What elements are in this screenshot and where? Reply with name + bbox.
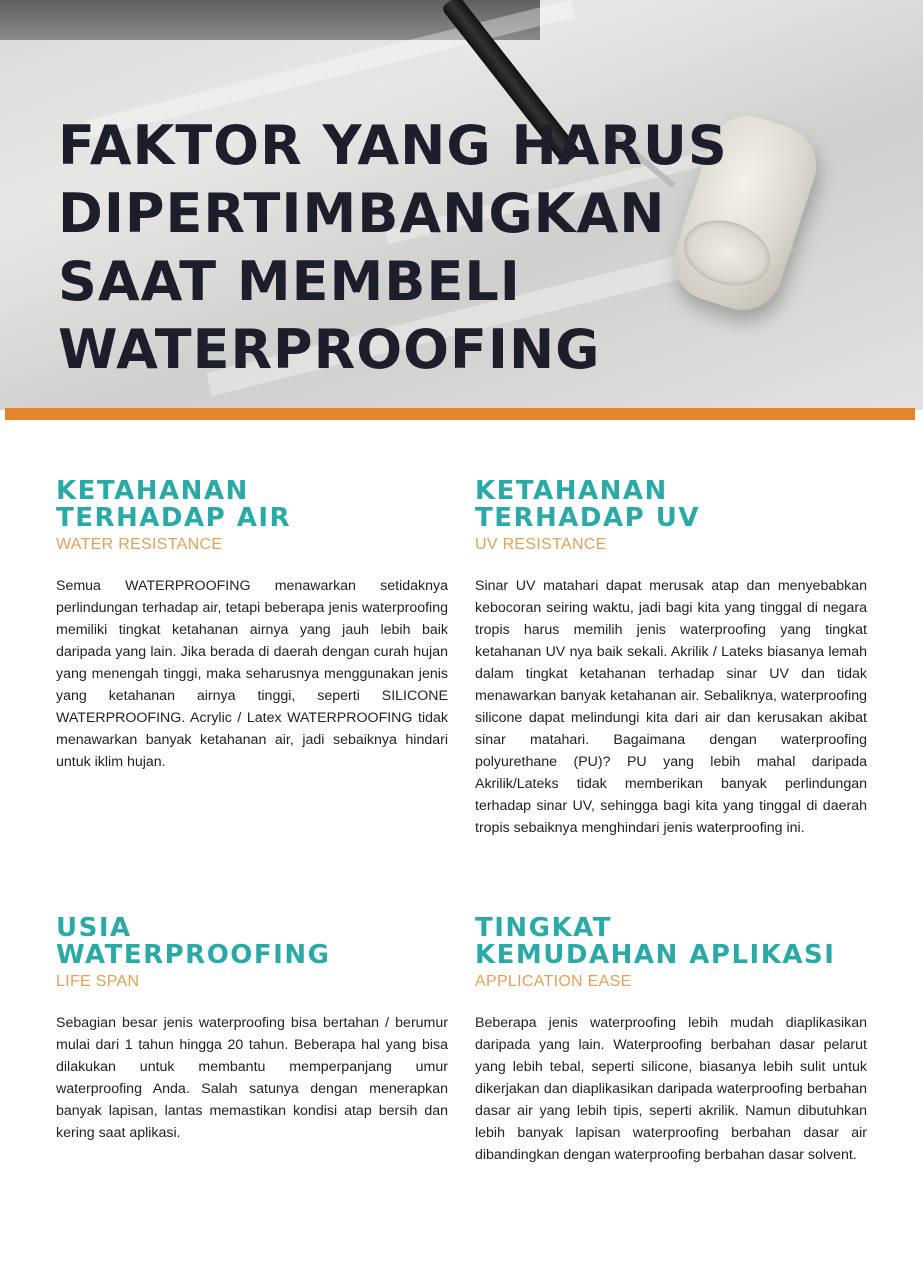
section-uv-resistance <box>475 478 867 839</box>
section-application-ease <box>475 915 867 1166</box>
title-line: FAKTOR YANG HARUS <box>58 114 728 177</box>
heading-line: KETAHANAN <box>56 476 249 506</box>
heading-line: TERHADAP AIR <box>56 503 292 533</box>
section-heading <box>475 915 867 969</box>
heading-line: KEMUDAHAN APLIKASI <box>475 940 836 970</box>
title-line: DIPERTIMBANGKAN <box>58 182 666 245</box>
section-heading <box>56 915 448 969</box>
title-line: SAAT MEMBELI <box>58 250 521 313</box>
heading-line: USIA <box>56 913 132 943</box>
section-body: Sinar UV matahari dapat merusak atap dan menyebabkan kebocoran seiring waktu, jadi bagi kita yang tinggal di negara tropis harus memilih jenis waterproofing yang tingkat ketahanan UV nya baik sekali. Akrilik / Lateks biasanya lemah dalam tingkat ketahanan terhadap sinar UV dan tidak menawarkan banyak ketahanan air. Sebaliknya, waterproofing silicone dapat melindungi kita dari air dan kerusakan akibat sinar matahari. Bagaimana dengan waterproofing polyurethane (PU)? PU yang lebih mahal daripada Akrilik/Lateks tidak memberikan banyak perlindungan terhadap sinar UV, sehingga bagi kita yang tinggal di daerah tropis sebaiknya menghindari jenis waterproofing ini. <box>475 578 867 836</box>
section-subheading: LIFE SPAN <box>56 973 140 990</box>
section-subheading: APPLICATION EASE <box>475 973 632 990</box>
accent-divider <box>5 408 915 420</box>
section-subheading: WATER RESISTANCE <box>56 536 223 553</box>
section-subheading: UV RESISTANCE <box>475 536 607 553</box>
heading-line: WATERPROOFING <box>56 940 331 970</box>
title-line: WATERPROOFING <box>58 318 601 381</box>
section-body: Beberapa jenis waterproofing lebih mudah diaplikasikan daripada yang lain. Waterproofing berbahan dasar pelarut yang lebih tebal, seperti silicone, biasanya lebih sulit untuk dikerjakan dan diaplikasikan daripada waterproofing berbahan dasar air yang lebih tipis, seperti akrilik. Namun dibutuhkan lebih banyak lapisan waterproofing berbahan dasar air dibandingkan dengan waterproofing berbahan dasar solvent. <box>475 1015 867 1163</box>
hero-image <box>0 0 923 410</box>
section-life-span <box>56 915 448 1144</box>
heading-line: TINGKAT <box>475 913 612 943</box>
heading-line: KETAHANAN <box>475 476 668 506</box>
section-body: Sebagian besar jenis waterproofing bisa bertahan / berumur mulai dari 1 tahun hingga 20 tahun. Beberapa hal yang bisa dilakukan untuk membantu memperpanjang umur waterproofing Anda. Salah satunya dengan menerapkan banyak lapisan, lantas memastikan kondisi atap bersih dan kering saat aplikasi. <box>56 1015 448 1141</box>
page-title <box>58 112 728 384</box>
section-water-resistance <box>56 478 448 773</box>
section-heading <box>56 478 448 532</box>
section-body: Semua WATERPROOFING menawarkan setidaknya perlindungan terhadap air, tetapi beberapa jenis waterproofing memiliki tingkat ketahanan airnya yang jauh lebih baik daripada yang lain. Jika berada di daerah dengan curah hujan yang menengah tinggi, maka seharusnya menggunakan jenis yang ketahanan airnya tinggi, seperti SILICONE WATERPROOFING. Acrylic / Latex WATERPROOFING tidak menawarkan banyak ketahanan air, jadi sebaiknya hindari untuk iklim hujan. <box>56 578 448 770</box>
section-heading <box>475 478 867 532</box>
heading-line: TERHADAP UV <box>475 503 700 533</box>
